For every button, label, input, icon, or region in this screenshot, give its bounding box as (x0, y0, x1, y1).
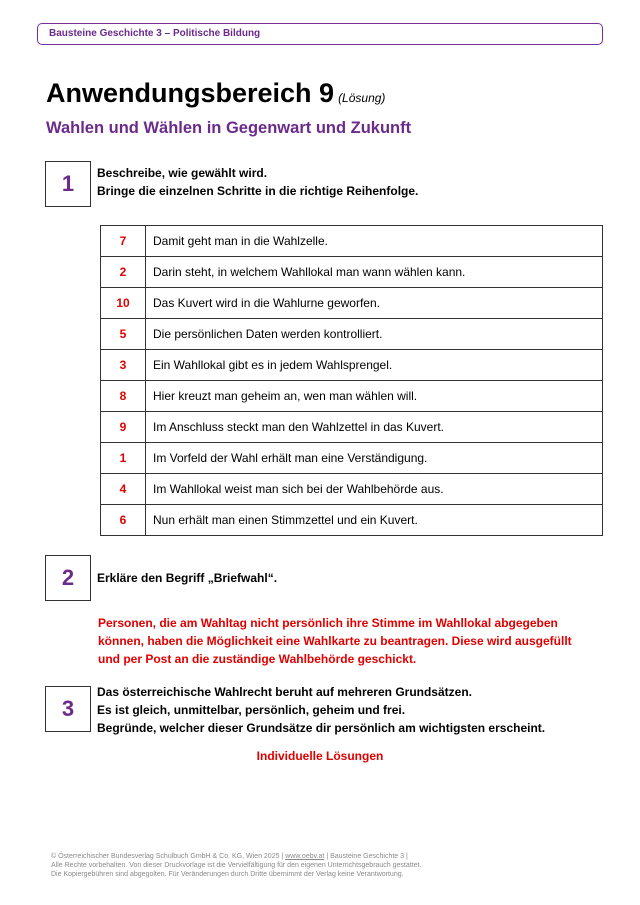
step-text: Nun erhält man einen Stimmzettel und ein Kuvert. (146, 505, 603, 536)
task3-instructions (97, 683, 545, 737)
step-number: 3 (101, 350, 146, 381)
task3-line1: Das österreichische Wahlrecht beruht auf mehreren Grundsätzen. (97, 685, 472, 699)
step-row (101, 350, 603, 381)
steps-table (100, 225, 603, 536)
step-number: 10 (101, 288, 146, 319)
step-number: 4 (101, 474, 146, 505)
page-title-note: (Lösung) (338, 91, 386, 105)
step-number: 1 (101, 443, 146, 474)
step-text: Das Kuvert wird in die Wahlurne geworfen. (146, 288, 603, 319)
step-text: Darin steht, in welchem Wahllokal man wann wählen kann. (146, 257, 603, 288)
step-row (101, 443, 603, 474)
step-row (101, 288, 603, 319)
page-title (46, 78, 385, 109)
task1-line2: Bringe die einzelnen Schritte in die richtige Reihenfolge. (97, 184, 419, 198)
step-number: 5 (101, 319, 146, 350)
step-number: 9 (101, 412, 146, 443)
footer-line1 (51, 852, 421, 861)
task3-line3: Begründe, welcher dieser Grundsätze dir persönlich am wichtigsten erscheint. (97, 721, 546, 735)
step-row (101, 381, 603, 412)
task2-question: Erkläre den Begriff „Briefwahl“. (97, 571, 278, 585)
step-number: 2 (101, 257, 146, 288)
footer-link[interactable]: www.oebv.at (285, 853, 325, 860)
step-text: Hier kreuzt man geheim an, wen man wählen will. (146, 381, 603, 412)
footer-copyright: © Österreichischer Bundesverlag Schulbuch GmbH & Co. KG, Wien 2025 | (51, 853, 286, 860)
header-label: Bausteine Geschichte 3 – Politische Bildung (49, 28, 261, 39)
step-text: Die persönlichen Daten werden kontrolliert. (146, 319, 603, 350)
step-row (101, 474, 603, 505)
step-row (101, 505, 603, 536)
step-text: Im Vorfeld der Wahl erhält man eine Verständigung. (146, 443, 603, 474)
task-number-1: 1 (45, 161, 91, 207)
step-number: 7 (101, 226, 146, 257)
task3-line2: Es ist gleich, unmittelbar, persönlich, geheim und frei. (97, 703, 406, 717)
footer-series: | Bausteine Geschichte 3 | (324, 853, 408, 860)
footer-line3: Die Kopiergebühren sind abgegolten. Für Veränderungen durch Dritte übernimmt der Verlag keine Verantwortung. (51, 871, 404, 878)
task2-answer-line2: können, haben die Möglichkeit eine Wahlkarte zu beantragen. Diese wird ausgefüllt (98, 634, 572, 648)
step-text: Ein Wahllokal gibt es in jedem Wahlsprengel. (146, 350, 603, 381)
step-row (101, 412, 603, 443)
step-row (101, 319, 603, 350)
task2-answer-line3: und per Post an die zuständige Wahlbehörde geschickt. (98, 652, 417, 666)
step-row (101, 226, 603, 257)
step-number: 8 (101, 381, 146, 412)
step-text: Im Wahllokal weist man sich bei der Wahlbehörde aus. (146, 474, 603, 505)
task3-answer: Individuelle Lösungen (256, 749, 384, 763)
footer (51, 852, 421, 879)
task1-instructions (97, 164, 418, 200)
task2-answer-line1: Personen, die am Wahltag nicht persönlich ihre Stimme im Wahllokal abgegeben (98, 616, 558, 630)
task-number-2: 2 (45, 555, 91, 601)
footer-line2: Alle Rechte vorbehalten. Von dieser Druckvorlage ist die Vervielfältigung für den eigenen Unterrichtsgebrauch gestattet. (51, 862, 422, 869)
step-row (101, 257, 603, 288)
step-text: Damit geht man in die Wahlzelle. (146, 226, 603, 257)
step-text: Im Anschluss steckt man den Wahlzettel in das Kuvert. (146, 412, 603, 443)
task-number-3: 3 (45, 686, 91, 732)
task1-line1: Beschreibe, wie gewählt wird. (97, 166, 268, 180)
task2-answer (98, 614, 608, 668)
header-bar (37, 23, 603, 45)
step-number: 6 (101, 505, 146, 536)
page-subtitle: Wahlen und Wählen in Gegenwart und Zukunft (46, 119, 412, 137)
page-title-main: Anwendungsbereich 9 (46, 78, 335, 108)
